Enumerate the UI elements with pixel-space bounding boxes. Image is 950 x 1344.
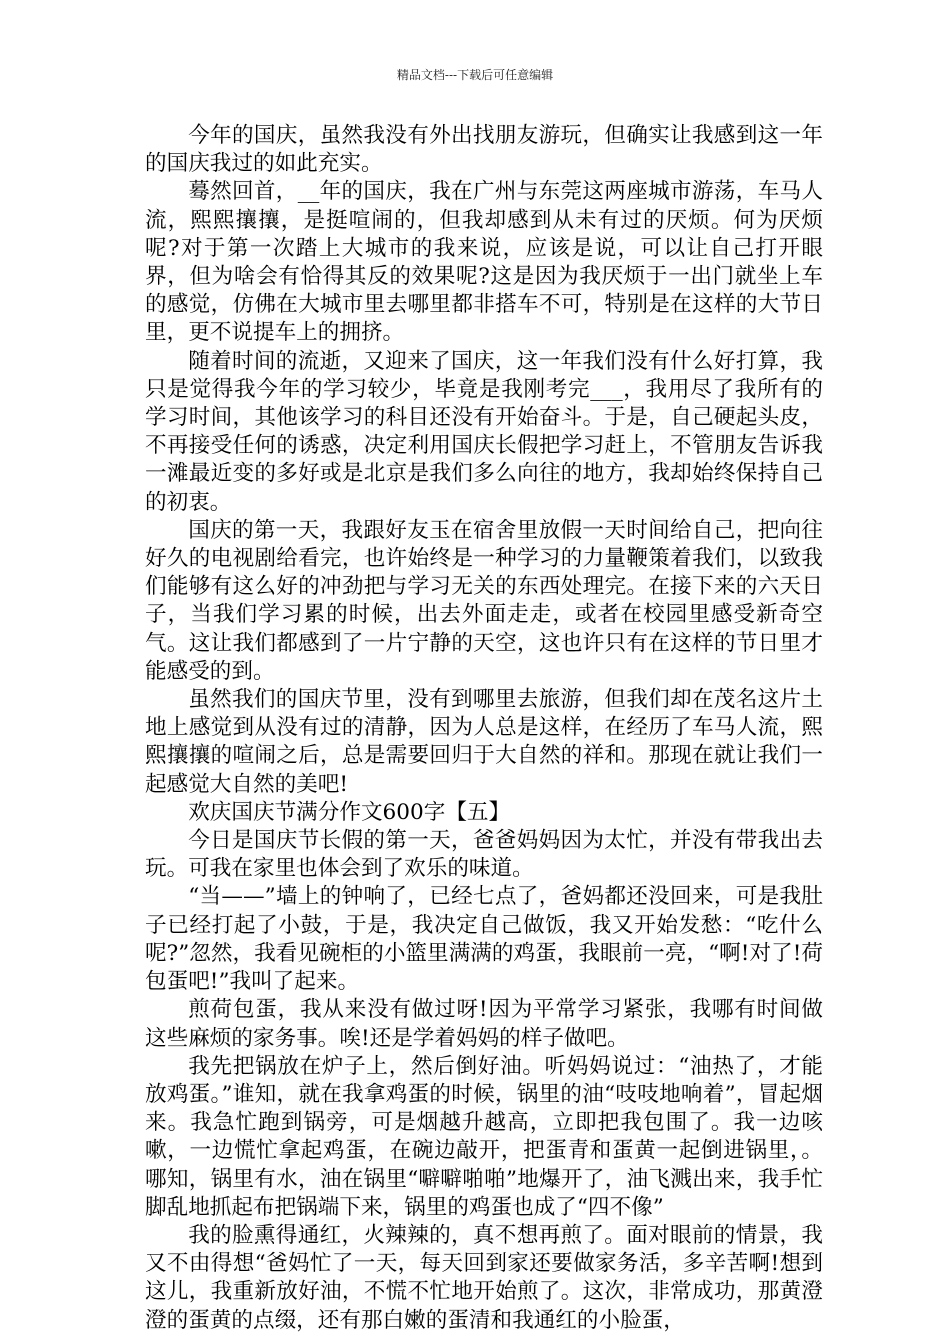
paragraph: 我的脸熏得通红，火辣辣的，真不想再煎了。面对眼前的情景，我又不由得想“爸妈忙了一天，每天回到家还要做家务活，多辛苦啊!想到这儿，我重新放好油，不慌不忙地开始煎了。这次，非常成功，那黄澄澄的蛋黄的点缀，还有那白嫩的蛋清和我通红的小脸蛋， bbox=[145, 1222, 823, 1333]
paragraph: 今年的国庆，虽然我没有外出找朋友游玩，但确实让我感到这一年的国庆我过的如此充实。 bbox=[145, 123, 823, 177]
paragraph: 我先把锅放在炉子上，然后倒好油。听妈妈说过：“油热了，才能放鸡蛋。”谁知，就在我拿鸡蛋的时候，锅里的油“吱吱地响着”，冒起烟来。我急忙跑到锅旁，可是烟越升越高，立即把我包围了。我一边咳嗽，一边慌忙拿起鸡蛋，在碗边敲开，把蛋青和蛋黄一起倒进锅里，。哪知，锅里有水，油在锅里“噼噼啪啪”地爆开了，油飞溅出来，我手忙脚乱地抓起布把锅端下来，锅里的鸡蛋也成了“四不像” bbox=[145, 1053, 823, 1220]
paragraph: “当——”墙上的钟响了，已经七点了，爸妈都还没回来，可是我肚子已经打起了小鼓，于是，我决定自己做饭，我又开始发愁：“吃什么呢?”忽然，我看见碗柜的小篮里满满的鸡蛋，我眼前一亮，“啊!对了!荷包蛋吧!”我叫了起来。 bbox=[145, 884, 823, 995]
paragraph: 国庆的第一天，我跟好友玉在宿舍里放假一天时间给自己，把向往好久的电视剧给看完，也许始终是一种学习的力量鞭策着我们，以致我们能够有这么好的冲劲把与学习无关的东西处理完。在接下来的六天日子，当我们学习累的时候，出去外面走走，或者在校园里感受新奇空气。这让我们都感到了一片宁静的天空，这也许只有在这样的节日里才能感受的到。 bbox=[145, 517, 823, 684]
paragraph: 煎荷包蛋，我从来没有做过呀!因为平常学习紧张，我哪有时间做这些麻烦的家务事。唉!还是学着妈妈的样子做吧。 bbox=[145, 997, 823, 1051]
paragraph: 虽然我们的国庆节里，没有到哪里去旅游，但我们却在茂名这片土地上感觉到从没有过的清静，因为人总是这样，在经历了车马人流，熙熙攘攘的喧闹之后，总是需要回归于大自然的祥和。那现在就让我们一起感觉大自然的美吧! bbox=[145, 687, 823, 797]
paragraph: 随着时间的流逝，又迎来了国庆，这一年我们没有什么好打算，我只是觉得我今年的学习较少，毕竟是我刚考完___，我用尽了我所有的学习时间，其他该学习的科目还没有开始奋斗。于是，自己硬起头皮，不再接受任何的诱惑，决定利用国庆长假把学习赶上，不管朋友告诉我一滩最近变的多好或是北京是我们多么向往的地方，我却始终保持自己的初衷。 bbox=[145, 348, 823, 515]
paragraph: 蓦然回首，__年的国庆，我在广州与东莞这两座城市游荡，车马人流，熙熙攘攘，是挺喧闹的，但我却感到从未有过的厌烦。何为厌烦呢?对于第一次踏上大城市的我来说，应该是说，可以让自己打开眼界，但为啥会有恰得其反的效果呢?这是因为我厌烦于一出门就坐上车的感觉，仿佛在大城市里去哪里都非搭车不可，特别是在这样的大节日里，更不说提车上的拥挤。 bbox=[145, 179, 823, 346]
paragraph: 今日是国庆节长假的第一天，爸爸妈妈因为太忙，并没有带我出去玩。可我在家里也体会到了欢乐的味道。 bbox=[145, 828, 823, 882]
document-body bbox=[145, 122, 823, 1335]
section-title: 欢庆国庆节满分作文600字【五】 bbox=[188, 799, 511, 825]
page-header: 精品文档---下载后可任意编辑 bbox=[396, 68, 554, 82]
